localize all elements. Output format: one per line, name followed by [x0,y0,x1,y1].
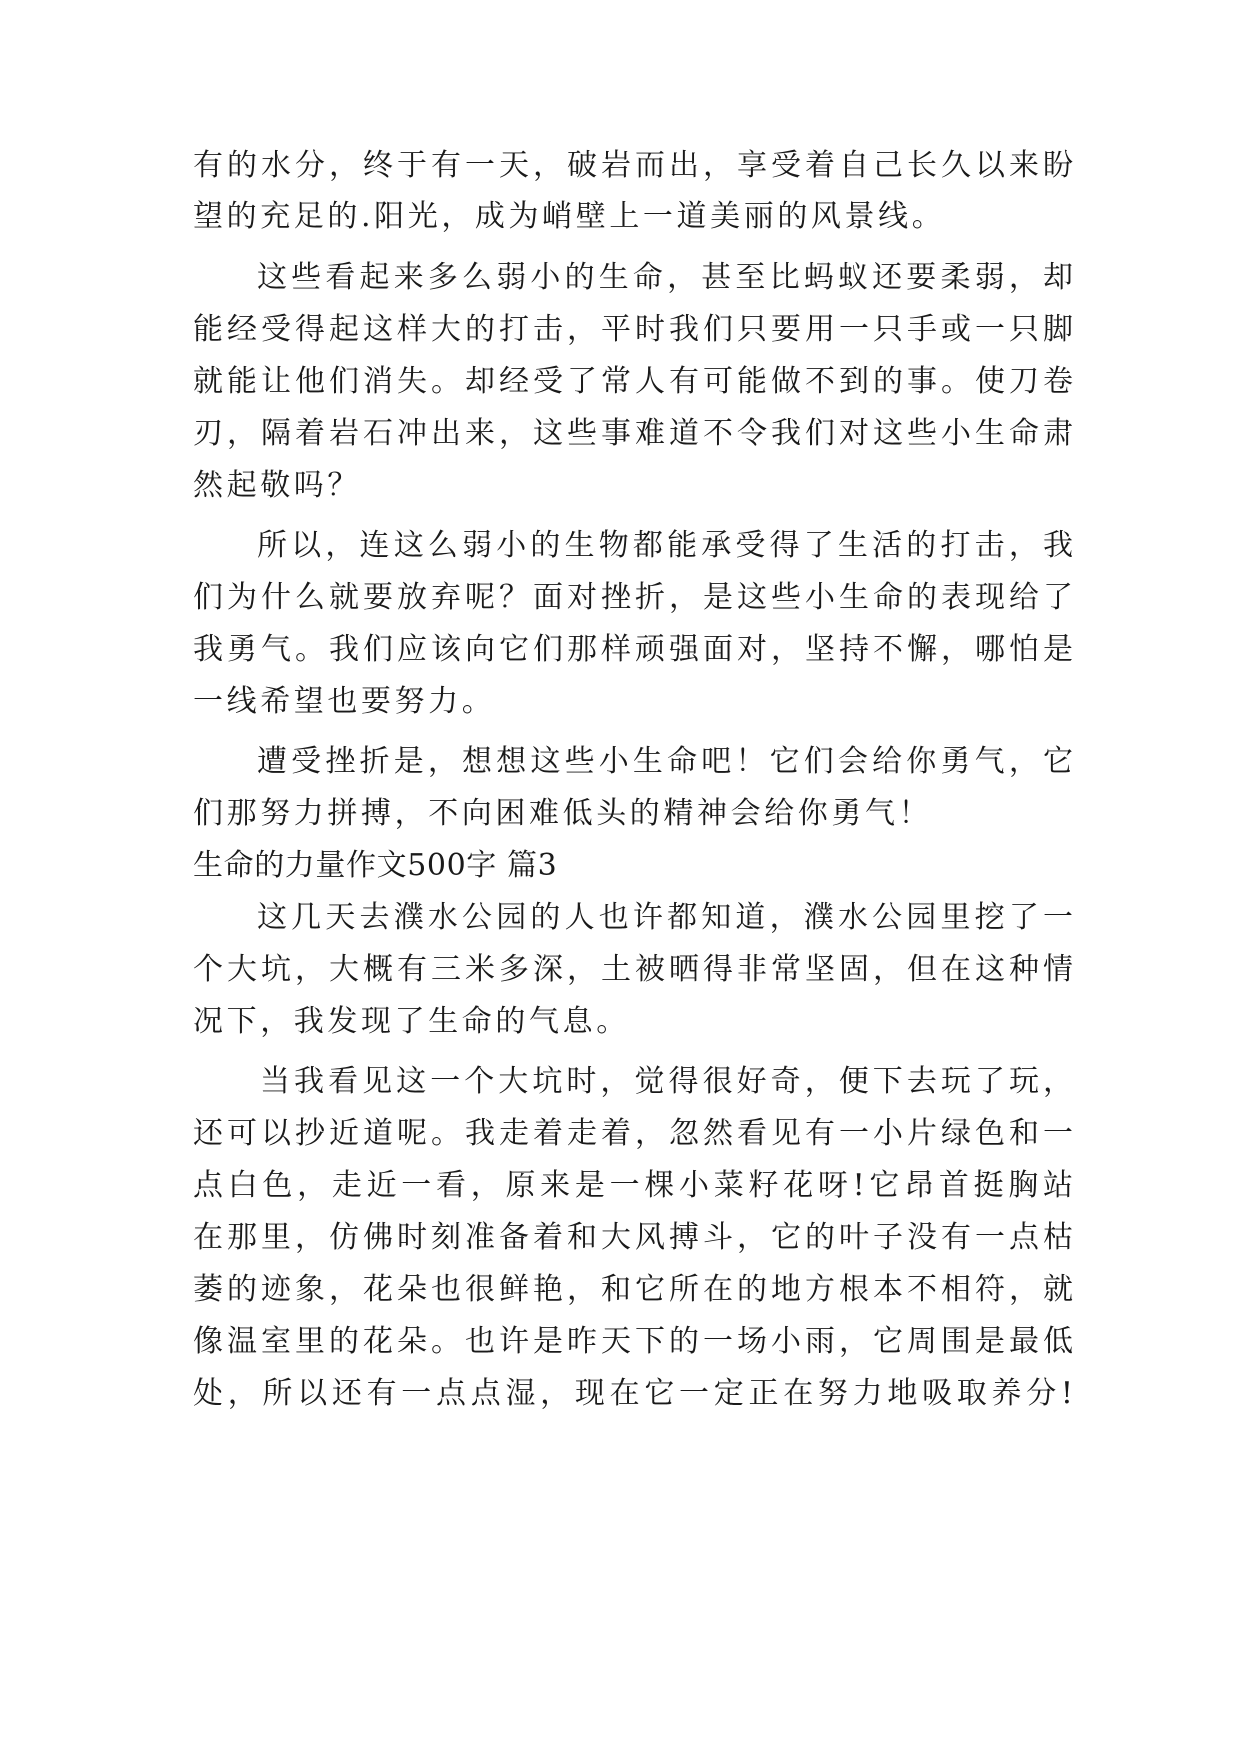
text-line: 点白色，走近一看，原来是一棵小菜籽花呀!它昂首挺胸站 [193,1168,1073,1203]
text-line: 像温室里的花朵。也许是昨天下的一场小雨，它周围是最低 [193,1324,1073,1359]
text-line: 我勇气。我们应该向它们那样顽强面对，坚持不懈，哪怕是 [193,632,1073,667]
section-heading: 生命的力量作文500字 篇3 [193,848,558,883]
text-line: 然起敬吗？ [193,468,361,503]
text-line: 当我看见这一个大坑时，觉得很好奇，便下去玩了玩， [260,1064,1073,1099]
text-line: 这几天去濮水公园的人也许都知道，濮水公园里挖了一 [257,900,1073,935]
text-line: 个大坑，大概有三米多深，土被晒得非常坚固，但在这种情 [193,952,1073,987]
text-line: 处，所以还有一点点湿，现在它一定正在努力地吸取养分! [193,1376,1073,1411]
text-line: 就能让他们消失。却经受了常人有可能做不到的事。使刀卷 [193,364,1073,399]
text-line: 能经受得起这样大的打击，平时我们只要用一只手或一只脚 [193,312,1073,347]
text-line: 遭受挫折是，想想这些小生命吧！它们会给你勇气，它 [257,744,1073,779]
text-line: 刃，隔着岩石冲出来，这些事难道不令我们对这些小生命肃 [193,416,1073,451]
text-line: 在那里，仿佛时刻准备着和大风搏斗，它的叶子没有一点枯 [193,1220,1073,1255]
text-line: 们那努力拼搏，不向困难低头的精神会给你勇气！ [193,796,933,831]
text-line: 有的水分，终于有一天，破岩而出，享受着自己长久以来盼 [193,148,1073,183]
text-line: 这些看起来多么弱小的生命，甚至比蚂蚁还要柔弱，却 [257,260,1073,295]
text-line: 望的充足的.阳光，成为峭壁上一道美丽的风景线。 [193,199,946,234]
text-line: 一线希望也要努力。 [193,684,496,719]
text-line: 萎的迹象，花朵也很鲜艳，和它所在的地方根本不相符，就 [193,1272,1073,1307]
text-line: 所以，连这么弱小的生物都能承受得了生活的打击，我 [257,528,1073,563]
text-line: 们为什么就要放弃呢？面对挫折，是这些小生命的表现给了 [193,580,1073,615]
text-line: 况下，我发现了生命的气息。 [193,1004,630,1039]
text-line: 还可以抄近道呢。我走着走着，忽然看见有一小片绿色和一 [193,1116,1073,1151]
